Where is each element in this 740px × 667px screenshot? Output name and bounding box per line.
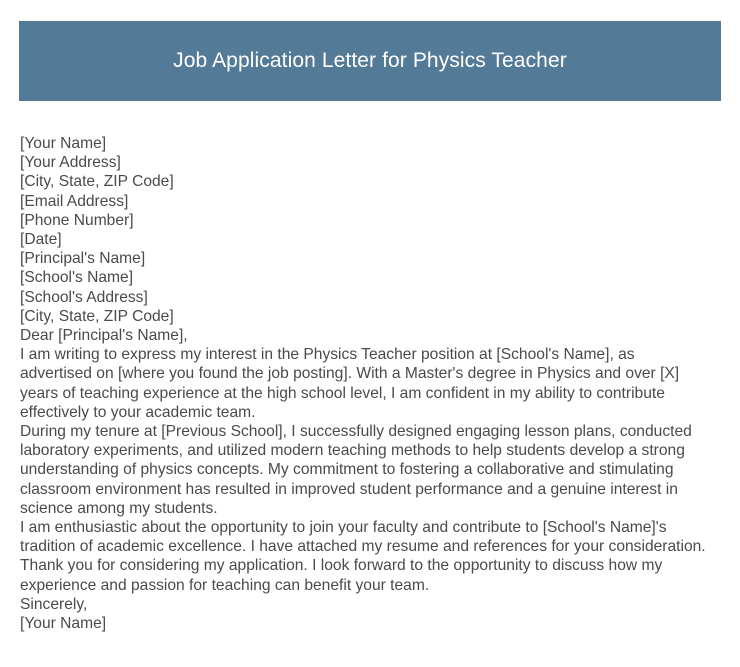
- letter-closing: Sincerely,: [20, 595, 88, 613]
- letter-line-school-address: [School's Address]: [20, 288, 148, 306]
- letter-line-school-city-state-zip: [City, State, ZIP Code]: [20, 307, 174, 325]
- letter-line-city-state-zip: [City, State, ZIP Code]: [20, 173, 174, 191]
- letter-paragraph-3: I am enthusiastic about the opportunity to join your faculty and contribute to [School's Name]'s tradition of academic excellence. I have attached my resume and references for your consideration.: [20, 519, 706, 556]
- letter-salutation: Dear [Principal's Name],: [20, 327, 188, 345]
- letter-paragraph-2: During my tenure at [Previous School], I successfully designed engaging lesson plans, conducted laboratory experiments, and utilized modern teaching methods to help students develop a strong understanding of physics concepts. My commitment to fostering a collaborative and stimulating classroom environment has resulted in improved student performance and a genuine interest in science among my students.: [20, 423, 697, 517]
- page-title: Job Application Letter for Physics Teacher: [173, 49, 567, 73]
- letter-line-school-name: [School's Name]: [20, 269, 134, 287]
- letter-paragraph-1: I am writing to express my interest in the Physics Teacher position at [School's Name], as advertised on [where you found the job posting]. With a Master's degree in Physics and over [X] years of teaching experience at the high school level, I am confident in my ability to contribute effectively to your academic team.: [20, 346, 684, 421]
- letter-signature-name: [Your Name]: [20, 615, 107, 633]
- letter-line-principal-name: [Principal's Name]: [20, 250, 146, 268]
- letter-line-email-address: [Email Address]: [20, 192, 129, 210]
- letter-line-date: [Date]: [20, 231, 62, 249]
- letter-line-phone-number: [Phone Number]: [20, 211, 134, 229]
- letter-line-your-name: [Your Name]: [20, 135, 107, 152]
- document-header-banner: [19, 21, 721, 101]
- letter-paragraph-4: Thank you for considering my application. I look forward to the opportunity to discuss how my experience and passion for teaching can benefit your team.: [20, 557, 667, 594]
- letter-line-your-address: [Your Address]: [20, 154, 121, 172]
- letter-body: [20, 134, 706, 633]
